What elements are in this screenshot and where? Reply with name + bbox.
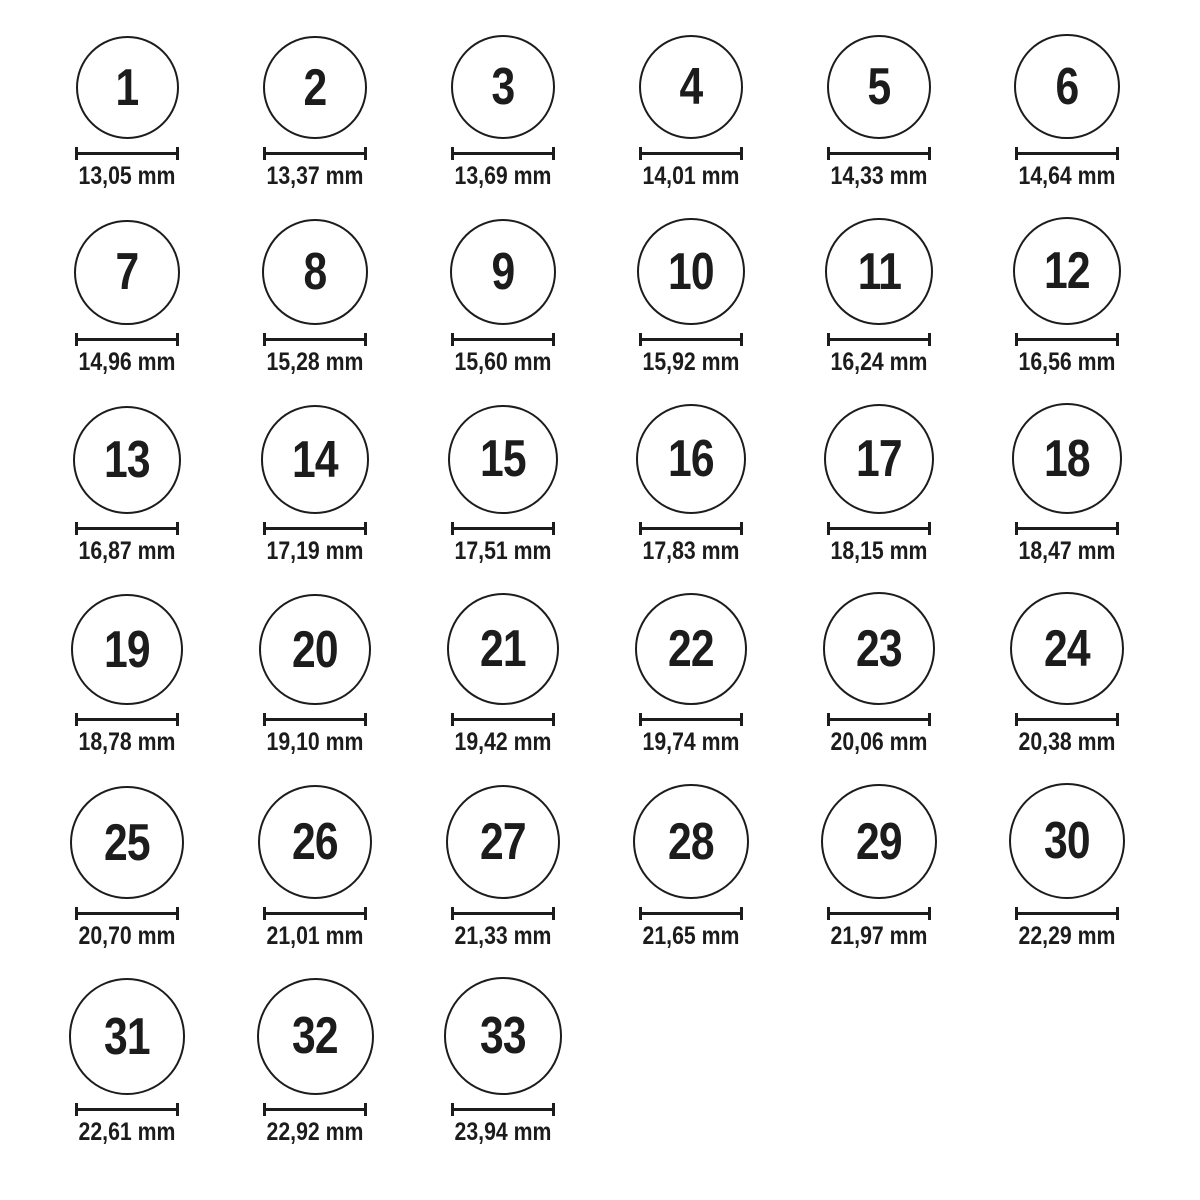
- ring-size-number: 30: [1044, 812, 1090, 871]
- ring-size-circle: [447, 593, 559, 705]
- ring-size-circle: [825, 218, 933, 326]
- measure-bar: [451, 718, 555, 721]
- measure-tick-right: [176, 333, 179, 346]
- diameter-label: 22,92 mm: [266, 1117, 364, 1146]
- measure-tick-right: [740, 713, 743, 726]
- diameter-label: 16,56 mm: [1018, 348, 1116, 377]
- ring-size-circle: [1013, 217, 1121, 325]
- measure-bar: [451, 338, 555, 341]
- measure-tick-right: [364, 522, 367, 535]
- ring-size-circle: [70, 786, 184, 900]
- ring-size-cell: [409, 35, 597, 189]
- diameter-label: 18,47 mm: [1018, 536, 1116, 565]
- ring-size-circle: [450, 219, 557, 326]
- ring-size-cell: [409, 219, 597, 376]
- diameter-measure-line: [639, 907, 743, 920]
- measure-bar: [75, 718, 179, 721]
- ring-size-number: 8: [303, 243, 327, 302]
- measure-bar: [639, 718, 743, 721]
- diameter-label: 15,92 mm: [642, 348, 740, 377]
- measure-bar: [1015, 718, 1119, 721]
- measure-bar: [263, 912, 367, 915]
- measure-tick-right: [1116, 522, 1119, 535]
- diameter-label: 20,38 mm: [1018, 728, 1116, 757]
- ring-size-number: 31: [104, 1007, 150, 1066]
- diameter-label: 22,61 mm: [78, 1117, 176, 1146]
- ring-size-cell: [597, 35, 785, 189]
- ring-size-circle: [448, 405, 557, 514]
- diameter-label: 21,97 mm: [830, 922, 928, 951]
- ring-size-circle: [258, 785, 372, 899]
- measure-tick-right: [364, 147, 367, 160]
- ring-size-number: 32: [292, 1007, 338, 1066]
- ring-size-number: 19: [104, 620, 150, 679]
- ring-size-cell: [409, 785, 597, 950]
- measure-bar: [75, 1108, 179, 1111]
- measure-tick-right: [552, 1103, 555, 1116]
- ring-size-circle: [637, 218, 744, 325]
- measure-tick-right: [552, 713, 555, 726]
- measure-tick-right: [364, 713, 367, 726]
- diameter-label: 17,83 mm: [642, 536, 740, 565]
- measure-bar: [639, 152, 743, 155]
- ring-size-cell: [33, 36, 221, 189]
- measure-bar: [639, 527, 743, 530]
- ring-size-circle: [261, 405, 370, 514]
- ring-size-cell: [785, 404, 973, 564]
- diameter-measure-line: [827, 147, 931, 160]
- measure-bar: [827, 338, 931, 341]
- ring-size-circle: [263, 36, 367, 140]
- diameter-measure-line: [827, 333, 931, 346]
- diameter-measure-line: [263, 147, 367, 160]
- ring-size-cell: [973, 217, 1161, 375]
- ring-size-number: 27: [480, 813, 526, 872]
- ring-size-circle: [262, 219, 368, 325]
- ring-size-cell: [973, 783, 1161, 949]
- diameter-label: 18,78 mm: [78, 728, 176, 757]
- ring-size-cell: [597, 218, 785, 375]
- diameter-label: 21,65 mm: [642, 922, 740, 951]
- ring-size-number: 28: [668, 812, 714, 871]
- measure-tick-right: [928, 147, 931, 160]
- ring-size-number: 21: [480, 620, 526, 679]
- measure-bar: [451, 912, 555, 915]
- diameter-measure-line: [451, 147, 555, 160]
- diameter-measure-line: [75, 333, 179, 346]
- ring-size-cell: [221, 594, 409, 756]
- measure-tick-right: [552, 522, 555, 535]
- ring-size-cell: [33, 406, 221, 564]
- ring-size-number: 26: [292, 813, 338, 872]
- measure-bar: [827, 527, 931, 530]
- measure-bar: [263, 1108, 367, 1111]
- measure-bar: [1015, 152, 1119, 155]
- diameter-measure-line: [1015, 907, 1119, 920]
- ring-size-circle: [1010, 592, 1123, 705]
- diameter-label: 15,60 mm: [454, 348, 552, 377]
- diameter-measure-line: [451, 333, 555, 346]
- measure-tick-right: [176, 1103, 179, 1116]
- ring-size-number: 1: [115, 58, 139, 117]
- diameter-label: 13,69 mm: [454, 162, 552, 191]
- chart-row: [33, 783, 1161, 949]
- diameter-label: 17,19 mm: [266, 536, 364, 565]
- ring-size-circle: [633, 784, 748, 899]
- ring-size-cell: [33, 594, 221, 755]
- ring-size-circle: [635, 593, 748, 706]
- measure-bar: [1015, 912, 1119, 915]
- ring-size-number: 10: [668, 242, 714, 301]
- diameter-measure-line: [263, 907, 367, 920]
- ring-size-number: 5: [867, 57, 891, 116]
- measure-tick-right: [928, 907, 931, 920]
- measure-bar: [263, 152, 367, 155]
- ring-size-cell: [221, 36, 409, 190]
- measure-tick-right: [552, 333, 555, 346]
- diameter-measure-line: [451, 522, 555, 535]
- diameter-measure-line: [827, 713, 931, 726]
- measure-tick-right: [552, 907, 555, 920]
- ring-size-cell: [221, 978, 409, 1145]
- ring-size-circle: [446, 785, 561, 900]
- ring-size-cell: [409, 593, 597, 755]
- diameter-measure-line: [1015, 713, 1119, 726]
- ring-size-number: 9: [491, 243, 515, 301]
- ring-size-number: 3: [491, 58, 515, 117]
- ring-size-circle: [823, 592, 936, 705]
- ring-size-circle: [71, 594, 182, 705]
- diameter-label: 14,96 mm: [78, 348, 176, 377]
- ring-size-cell: [221, 405, 409, 564]
- diameter-measure-line: [827, 522, 931, 535]
- ring-size-circle: [444, 977, 561, 1094]
- ring-size-cell: [409, 405, 597, 564]
- measure-tick-right: [928, 713, 931, 726]
- ring-size-circle: [73, 406, 181, 514]
- ring-size-number: 33: [480, 1007, 526, 1066]
- measure-bar: [1015, 338, 1119, 341]
- measure-bar: [451, 152, 555, 155]
- diameter-label: 19,10 mm: [266, 728, 364, 757]
- chart-row: [33, 217, 1161, 375]
- ring-size-number: 12: [1044, 242, 1090, 301]
- chart-row: [33, 403, 1161, 564]
- ring-size-circle: [259, 594, 371, 706]
- diameter-label: 16,87 mm: [78, 536, 176, 565]
- diameter-label: 13,37 mm: [266, 162, 364, 191]
- measure-tick-right: [1116, 907, 1119, 920]
- ring-size-number: 16: [668, 430, 714, 489]
- ring-size-cell: [785, 784, 973, 950]
- ring-size-cell: [221, 219, 409, 375]
- measure-tick-right: [928, 522, 931, 535]
- diameter-measure-line: [1015, 522, 1119, 535]
- ring-size-number: 11: [857, 242, 901, 301]
- ring-size-cell: [33, 786, 221, 950]
- measure-bar: [75, 152, 179, 155]
- measure-bar: [639, 338, 743, 341]
- diameter-measure-line: [827, 907, 931, 920]
- ring-size-circle: [1012, 403, 1123, 514]
- measure-tick-right: [364, 1103, 367, 1116]
- diameter-measure-line: [75, 522, 179, 535]
- chart-row: [33, 977, 1161, 1144]
- diameter-measure-line: [639, 333, 743, 346]
- diameter-label: 16,24 mm: [830, 348, 928, 377]
- ring-size-cell: [597, 593, 785, 756]
- diameter-label: 14,64 mm: [1018, 162, 1116, 191]
- measure-tick-right: [1116, 333, 1119, 346]
- ring-size-circle: [1014, 34, 1119, 139]
- ring-size-cell: [221, 785, 409, 949]
- measure-bar: [75, 912, 179, 915]
- diameter-label: 15,28 mm: [266, 348, 364, 377]
- ring-size-cell: [785, 592, 973, 755]
- measure-bar: [827, 718, 931, 721]
- diameter-label: 13,05 mm: [78, 162, 176, 191]
- ring-size-circle: [636, 404, 746, 514]
- diameter-label: 21,01 mm: [266, 922, 364, 951]
- ring-size-circle: [824, 404, 934, 514]
- measure-tick-right: [928, 333, 931, 346]
- ring-size-circle: [76, 36, 179, 139]
- measure-tick-right: [740, 333, 743, 346]
- ring-size-number: 22: [668, 620, 714, 679]
- diameter-label: 19,42 mm: [454, 728, 552, 757]
- ring-size-cell: [973, 592, 1161, 755]
- ring-size-cell: [597, 784, 785, 949]
- ring-size-circle: [74, 220, 180, 326]
- diameter-measure-line: [639, 713, 743, 726]
- measure-tick-right: [1116, 713, 1119, 726]
- ring-size-cell: [973, 403, 1161, 564]
- diameter-label: 20,70 mm: [78, 922, 176, 951]
- diameter-measure-line: [451, 907, 555, 920]
- measure-bar: [75, 527, 179, 530]
- diameter-label: 21,33 mm: [454, 922, 552, 951]
- diameter-measure-line: [451, 713, 555, 726]
- chart-row: [33, 592, 1161, 755]
- measure-bar: [827, 912, 931, 915]
- measure-tick-right: [176, 713, 179, 726]
- ring-size-number: 29: [856, 812, 902, 871]
- measure-bar: [451, 527, 555, 530]
- ring-size-chart: [33, 0, 1161, 1145]
- diameter-measure-line: [639, 147, 743, 160]
- diameter-measure-line: [451, 1103, 555, 1116]
- measure-bar: [639, 912, 743, 915]
- measure-tick-right: [740, 147, 743, 160]
- ring-size-cell: [597, 404, 785, 564]
- ring-size-circle: [257, 978, 374, 1095]
- measure-tick-right: [364, 907, 367, 920]
- ring-size-cell: [33, 220, 221, 376]
- ring-size-number: 13: [104, 430, 150, 489]
- ring-size-cell: [973, 34, 1161, 189]
- ring-size-cell: [33, 978, 221, 1145]
- chart-row: [33, 34, 1161, 189]
- measure-bar: [263, 338, 367, 341]
- measure-tick-right: [740, 907, 743, 920]
- diameter-measure-line: [75, 713, 179, 726]
- diameter-measure-line: [1015, 147, 1119, 160]
- measure-tick-right: [740, 522, 743, 535]
- diameter-measure-line: [263, 713, 367, 726]
- ring-size-cell: [785, 35, 973, 190]
- diameter-label: 17,51 mm: [454, 536, 552, 565]
- ring-size-circle: [451, 35, 555, 139]
- diameter-label: 20,06 mm: [830, 728, 928, 757]
- ring-size-cell: [409, 977, 597, 1144]
- diameter-measure-line: [75, 1103, 179, 1116]
- diameter-label: 19,74 mm: [642, 728, 740, 757]
- ring-size-number: 23: [856, 619, 902, 678]
- measure-bar: [75, 338, 179, 341]
- diameter-measure-line: [263, 1103, 367, 1116]
- ring-size-number: 2: [303, 58, 327, 117]
- diameter-label: 23,94 mm: [454, 1117, 552, 1146]
- measure-bar: [263, 718, 367, 721]
- ring-size-number: 17: [856, 429, 902, 488]
- ring-size-number: 6: [1055, 57, 1079, 116]
- diameter-measure-line: [263, 333, 367, 346]
- ring-size-number: 7: [115, 243, 139, 302]
- ring-size-circle: [1009, 783, 1125, 899]
- diameter-label: 14,33 mm: [830, 162, 928, 191]
- diameter-measure-line: [639, 522, 743, 535]
- ring-size-circle: [69, 978, 186, 1095]
- measure-tick-right: [176, 522, 179, 535]
- measure-bar: [1015, 527, 1119, 530]
- measure-bar: [827, 152, 931, 155]
- diameter-label: 22,29 mm: [1018, 922, 1116, 951]
- ring-size-number: 24: [1044, 619, 1090, 678]
- measure-tick-right: [1116, 147, 1119, 160]
- diameter-label: 14,01 mm: [642, 162, 740, 191]
- measure-tick-right: [364, 333, 367, 346]
- diameter-label: 18,15 mm: [830, 536, 928, 565]
- ring-size-circle: [821, 784, 937, 900]
- ring-size-number: 18: [1044, 429, 1090, 488]
- diameter-measure-line: [1015, 333, 1119, 346]
- measure-tick-right: [176, 147, 179, 160]
- measure-tick-right: [176, 907, 179, 920]
- ring-size-number: 25: [104, 813, 150, 872]
- ring-size-number: 14: [292, 430, 338, 489]
- ring-size-number: 4: [679, 58, 703, 117]
- ring-size-circle: [639, 35, 743, 139]
- ring-size-circle: [827, 35, 932, 140]
- measure-bar: [263, 527, 367, 530]
- measure-tick-right: [552, 147, 555, 160]
- diameter-measure-line: [75, 147, 179, 160]
- measure-bar: [451, 1108, 555, 1111]
- ring-size-cell: [785, 218, 973, 376]
- ring-size-number: 20: [292, 620, 338, 679]
- diameter-measure-line: [75, 907, 179, 920]
- ring-size-number: 15: [480, 430, 526, 489]
- diameter-measure-line: [263, 522, 367, 535]
